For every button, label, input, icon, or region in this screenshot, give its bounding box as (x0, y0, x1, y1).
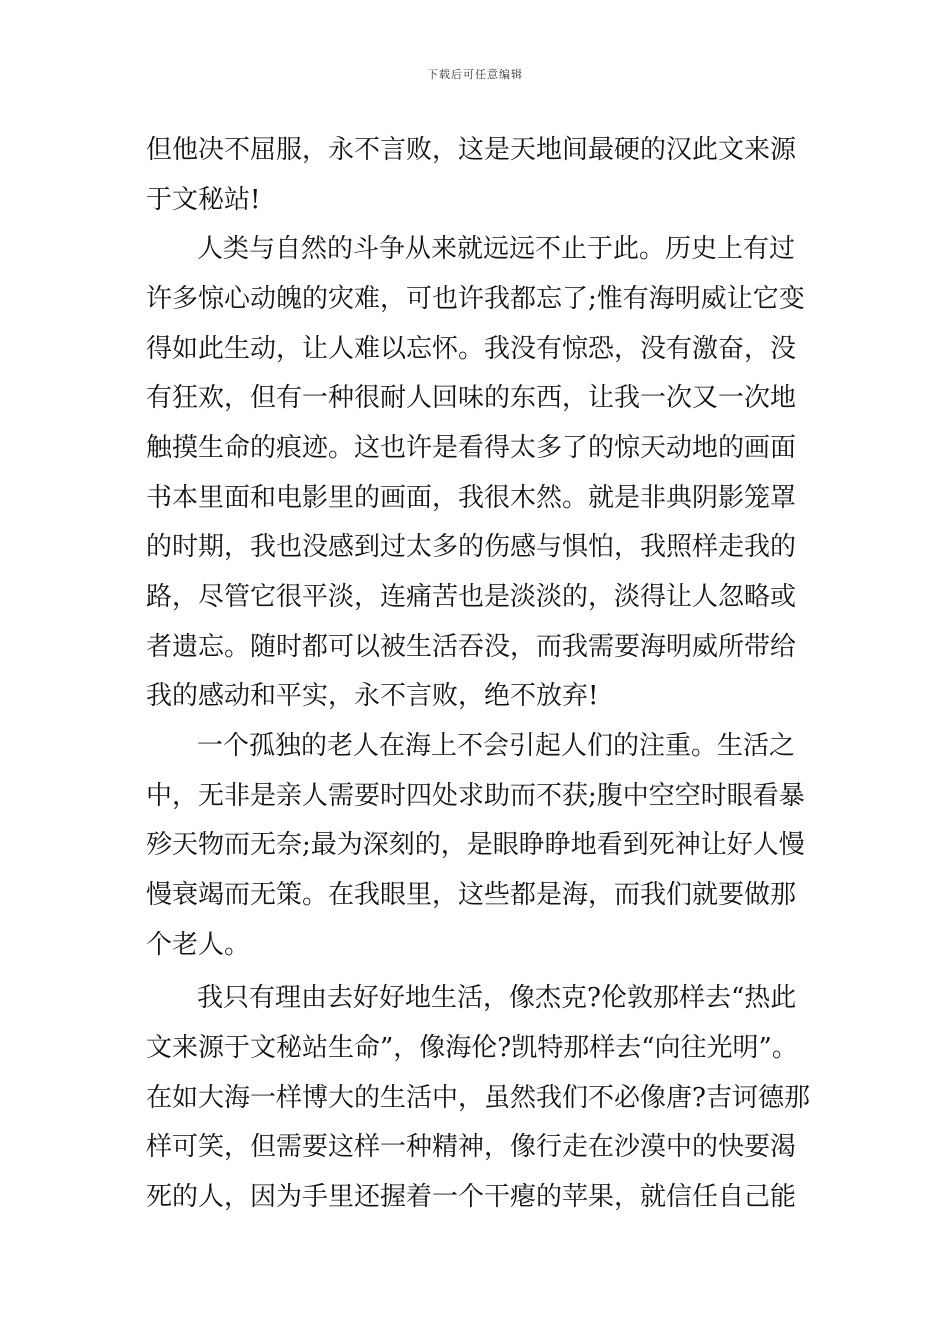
text-line: 书本里面和电影里的画面，我很木然。就是非典阴影笼罩 (146, 483, 797, 513)
page-header: 下载后可任意编辑 (427, 68, 523, 81)
text-line: 的时期，我也没感到过太多的伤感与惧怕，我照样走我的 (146, 532, 797, 562)
text-line: 于文秘站! (146, 185, 261, 215)
text-line: 一个孤独的老人在海上不会引起人们的注重。生活之 (197, 731, 796, 761)
text-line: 许多惊心动魄的灾难，可也许我都忘了;惟有海明威让它变 (146, 284, 805, 314)
text-line: 人类与自然的斗争从来就远远不止于此。历史上有过 (197, 234, 796, 264)
text-line: 样可笑，但需要这样一种精神，像行走在沙漠中的快要渴 (146, 1132, 797, 1162)
text-line: 我的感动和平实，永不言败，绝不放弃! (146, 681, 599, 711)
text-line: 中，无非是亲人需要时四处求助而不获;腹中空空时眼看暴 (146, 781, 805, 811)
text-line: 有狂欢，但有一种很耐人回味的东西，让我一次又一次地 (146, 383, 797, 413)
text-line: 我只有理由去好好地生活，像杰克?伦敦那样去“热此 (197, 983, 797, 1013)
text-line: 但他决不屈服，永不言败，这是天地间最硬的汉此文来源 (146, 135, 797, 165)
text-line: 在如大海一样博大的生活中，虽然我们不必像唐?吉诃德那 (146, 1083, 810, 1113)
text-line: 者遗忘。随时都可以被生活吞没，而我需要海明威所带给 (146, 632, 797, 662)
text-line: 触摸生命的痕迹。这也许是看得太多了的惊天动地的画面 (146, 433, 797, 463)
text-line: 路，尽管它很平淡，连痛苦也是淡淡的，淡得让人忽略或 (146, 582, 797, 612)
text-line: 慢衰竭而无策。在我眼里，这些都是海，而我们就要做那 (146, 880, 797, 910)
text-line: 个老人。 (146, 930, 251, 960)
text-line: 死的人，因为手里还握着一个干瘪的苹果，就信任自己能 (146, 1182, 797, 1212)
text-line: 殄天物而无奈;最为深刻的，是眼睁睁地看到死神让好人慢 (146, 830, 805, 860)
text-line: 文来源于文秘站生命”，像海伦?凯特那样去“向往光明”。 (146, 1033, 798, 1063)
text-line: 得如此生动，让人难以忘怀。我没有惊恐，没有激奋，没 (146, 334, 797, 364)
